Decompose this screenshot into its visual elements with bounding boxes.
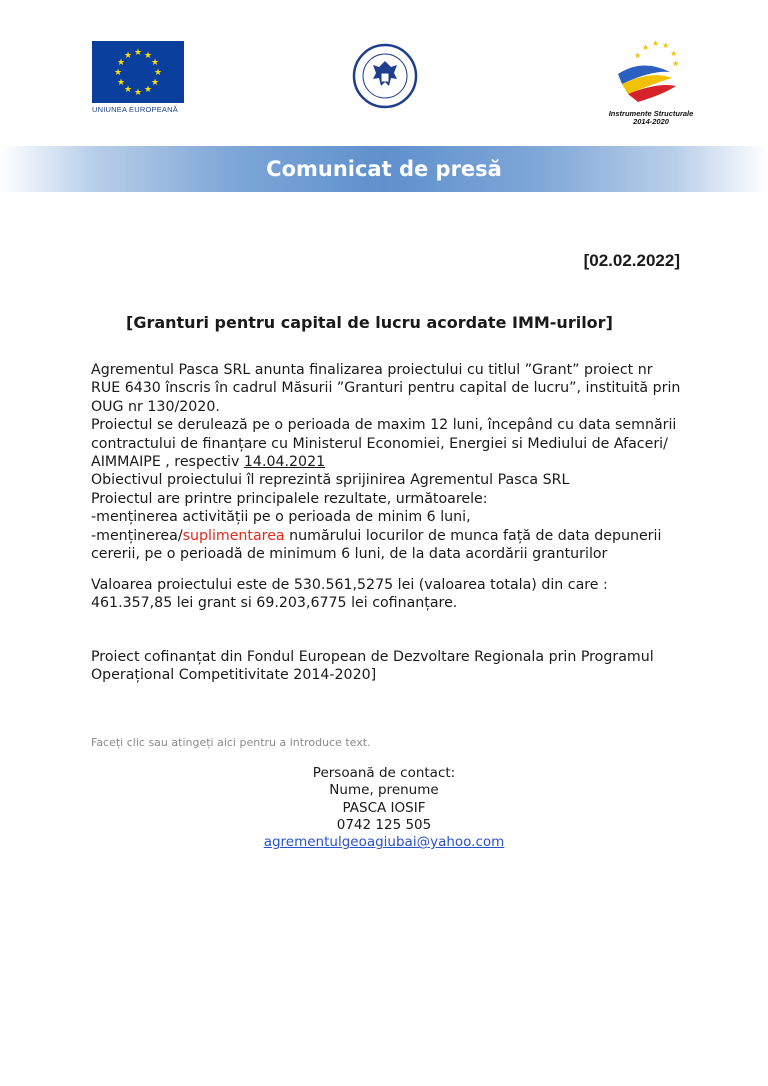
body-line: cererii, pe o perioadă de minimum 6 luni, de la data acordării granturilor <box>91 546 608 563</box>
svg-text:★: ★ <box>113 68 123 78</box>
svg-text:★: ★ <box>123 51 133 61</box>
body-paragraph-value <box>91 576 691 613</box>
svg-text:★: ★ <box>143 85 153 95</box>
contact-name: PASCA IOSIF <box>342 799 426 816</box>
eu-flag-logo <box>92 41 184 103</box>
svg-text:★: ★ <box>133 88 143 98</box>
document-title: [Granturi pentru capital de lucru acordate IMM-urilor] <box>126 313 613 332</box>
body-line <box>91 527 691 545</box>
body-line: Proiectul are printre principalele rezultate, următoarele: <box>91 490 488 507</box>
svg-text:★: ★ <box>133 48 143 58</box>
start-date: 14.04.2021 <box>243 454 326 471</box>
contact-block <box>184 765 584 851</box>
body-line: Valoarea proiectului este de 530.561,5275 lei (valoarea totala) din care : <box>91 577 608 593</box>
body-line-prefix: -menținerea/ <box>91 527 183 544</box>
svg-text:★: ★ <box>670 49 678 58</box>
body-line: contractului de finanțare cu Ministerul Economiei, Energiei si Mediului de Afaceri/ <box>91 435 668 452</box>
seal-icon <box>352 43 418 109</box>
body-line: Operațional Competitivitate 2014-2020] <box>91 667 377 684</box>
is-label-line1: Instrumente Structurale <box>608 109 694 118</box>
contact-heading: Persoană de contact: <box>312 765 456 781</box>
body-line: Proiect cofinanțat din Fondul European de Dezvoltare Regionala prin Programul <box>91 649 654 665</box>
highlight-word: suplimentarea <box>182 527 285 544</box>
eu-stars-icon <box>92 41 184 103</box>
svg-text:★: ★ <box>642 43 650 52</box>
body-line: Agrementul Pasca SRL anunta finalizarea proiectului cu titlul ”Grant” proiect nr <box>91 362 653 378</box>
structural-instruments-label <box>596 110 706 127</box>
is-label-line2: 2014-2020 <box>633 117 669 127</box>
body-line: 461.357,85 lei grant si 69.203,6775 lei cofinanțare. <box>91 595 458 612</box>
eu-label: UNIUNEA EUROPEANĂ <box>92 105 178 114</box>
body-line: Obiectivul proiectului îl reprezintă sprijinirea Agrementul Pasca SRL <box>91 472 570 489</box>
body-line: -menținerea activității pe o perioada de minim 6 luni, <box>91 509 471 526</box>
structural-instruments-icon <box>612 36 684 106</box>
svg-text:★: ★ <box>634 51 642 60</box>
body-paragraph-1 <box>91 361 691 563</box>
svg-text:★: ★ <box>652 39 660 48</box>
svg-text:★: ★ <box>662 41 670 50</box>
body-paragraph-funding <box>91 648 691 685</box>
svg-text:★: ★ <box>116 78 126 88</box>
body-line: OUG nr 130/2020. <box>91 398 220 415</box>
body-line-suffix: numărului locurilor de munca față de data depunerii <box>284 527 662 544</box>
structural-instruments-logo <box>612 36 684 106</box>
svg-text:★: ★ <box>150 58 160 68</box>
release-date: [02.02.2022] <box>583 251 680 270</box>
text-placeholder-hint[interactable]: Faceți clic sau atingeți aici pentru a introduce text. <box>91 736 371 749</box>
contact-phone: 0742 125 505 <box>336 816 432 833</box>
svg-text:★: ★ <box>143 51 153 61</box>
banner-title: Comunicat de presă <box>266 157 502 181</box>
body-line: Proiectul se derulează pe o perioada de maxim 12 luni, începând cu data semnării <box>91 417 677 434</box>
svg-text:★: ★ <box>672 59 680 68</box>
svg-text:★: ★ <box>150 78 160 88</box>
svg-text:★: ★ <box>153 68 163 78</box>
contact-email-link[interactable]: agrementulgeoagiubai@yahoo.com <box>263 834 505 851</box>
body-line: RUE 6430 înscris în cadrul Măsurii ”Granturi pentru capital de lucru”, instituită prin <box>91 380 681 397</box>
svg-text:★: ★ <box>116 58 126 68</box>
svg-text:★: ★ <box>123 85 133 95</box>
body-line-prefix: AIMMAIPE , respectiv <box>91 454 244 471</box>
government-seal-logo <box>352 43 418 109</box>
contact-name-label: Nume, prenume <box>329 782 439 799</box>
body-line <box>91 453 691 471</box>
